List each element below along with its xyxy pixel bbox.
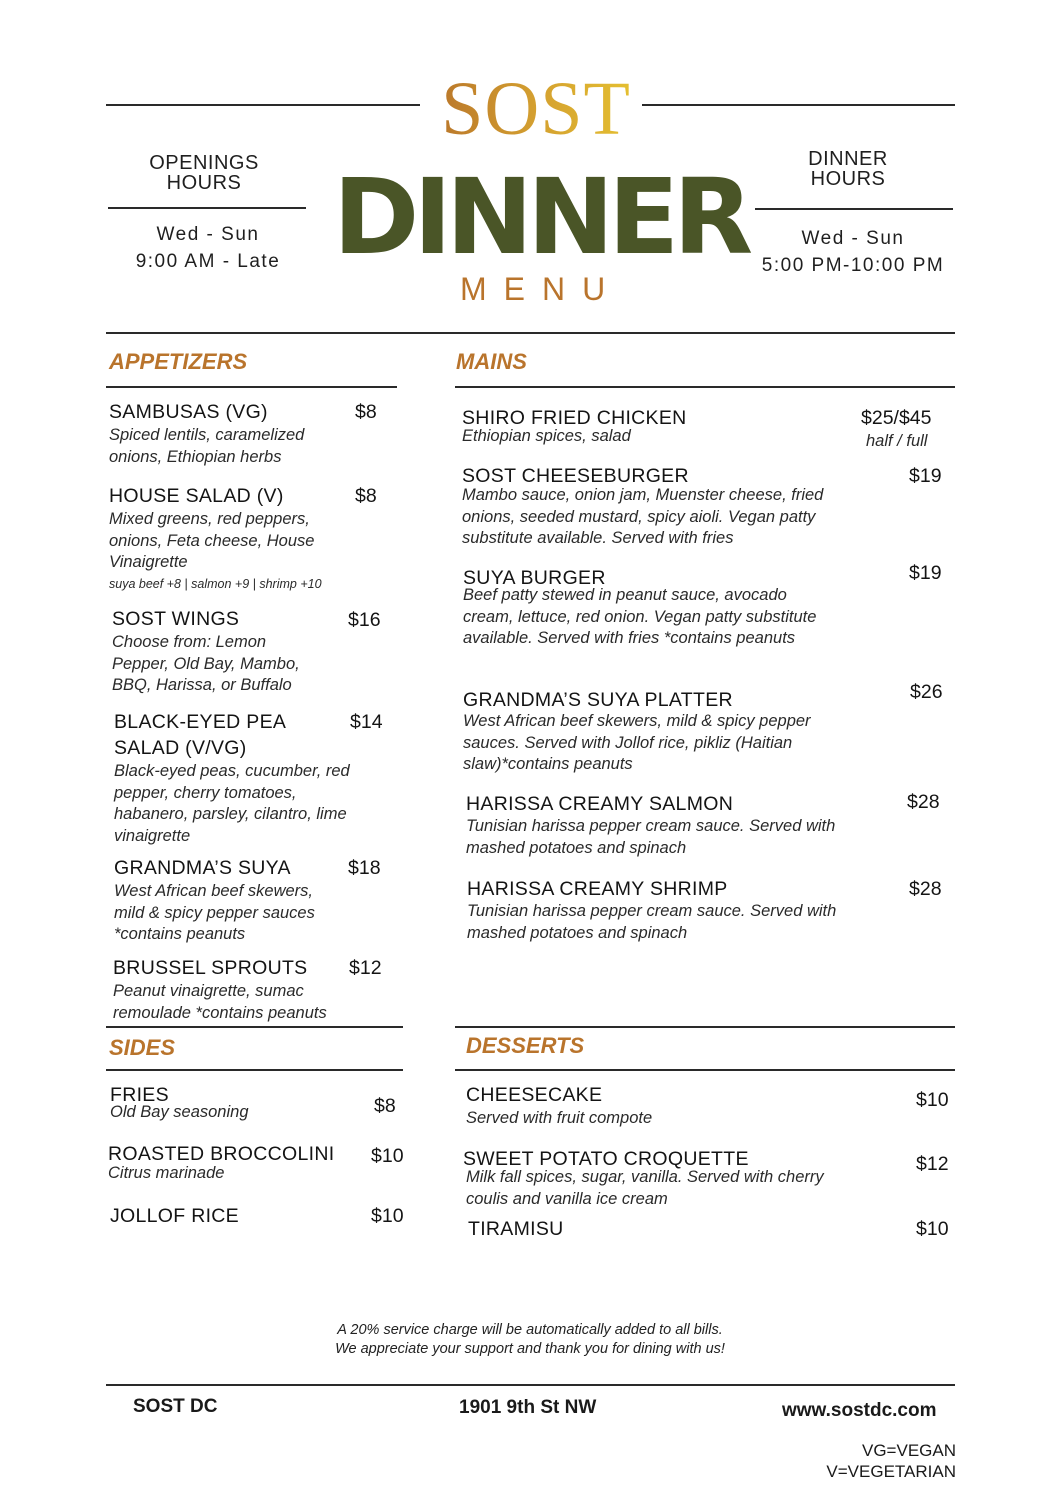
footer-rule bbox=[106, 1384, 955, 1386]
sides-heading: SIDES bbox=[109, 1035, 176, 1060]
main-item bbox=[463, 687, 863, 776]
item-price: $10 bbox=[916, 1218, 949, 1240]
item-desc: Choose from: Lemon Pepper, Old Bay, Mambo, BBQ, Harissa, or Buffalo bbox=[112, 633, 300, 694]
desserts-top-rule bbox=[455, 1026, 955, 1028]
restaurant-name: SOST DC bbox=[133, 1396, 218, 1417]
side-item bbox=[110, 1082, 370, 1124]
item-price: $10 bbox=[371, 1205, 404, 1227]
header-bottom-rule bbox=[106, 332, 955, 334]
appetizers-heading: APPETIZERS bbox=[109, 349, 248, 374]
opening-hours-values bbox=[108, 221, 308, 275]
appetizers-rule bbox=[106, 386, 397, 388]
dinner-hours-title-line2: HOURS bbox=[810, 168, 886, 190]
item-desc: Mambo sauce, onion jam, Muenster cheese, fried onions, seeded mustard, spicy aioli. Vegan patty substitute available. Served with fries bbox=[462, 486, 824, 547]
item-name: ROASTED BROCCOLINI bbox=[108, 1143, 335, 1165]
item-desc: West African beef skewers, mild & spicy pepper sauces *contains peanuts bbox=[114, 882, 315, 943]
dinner-title: DINNER bbox=[333, 156, 748, 278]
service-charge-note bbox=[230, 1321, 830, 1359]
item-desc: Old Bay seasoning bbox=[110, 1103, 249, 1121]
item-price: $12 bbox=[916, 1153, 949, 1175]
desserts-heading: DESSERTS bbox=[466, 1033, 585, 1058]
header-rule-left bbox=[106, 104, 420, 106]
legend-vegan: VG=VEGAN bbox=[861, 1441, 956, 1460]
appetizer-item bbox=[109, 483, 389, 591]
item-desc: Served with fruit compote bbox=[466, 1109, 653, 1127]
item-price: $18 bbox=[348, 857, 381, 879]
header-rule-right bbox=[642, 104, 955, 106]
item-desc: Citrus marinade bbox=[108, 1164, 225, 1182]
dinner-hours-title-line1: DINNER bbox=[808, 148, 888, 170]
dinner-hours-title bbox=[752, 149, 944, 189]
main-item bbox=[463, 565, 863, 650]
item-price: $8 bbox=[374, 1095, 396, 1117]
item-name: BLACK-EYED PEA SALAD (V/VG) bbox=[114, 711, 286, 759]
restaurant-website[interactable]: www.sostdc.com bbox=[782, 1400, 937, 1421]
item-desc: Peanut vinaigrette, sumac remoulade *contains peanuts bbox=[113, 982, 327, 1022]
item-name: CHEESECAKE bbox=[466, 1084, 603, 1106]
dessert-item bbox=[463, 1146, 873, 1210]
item-name: SHIRO FRIED CHICKEN bbox=[462, 407, 687, 429]
item-desc: Beef patty stewed in peanut sauce, avocado cream, lettuce, red onion. Vegan patty substitute available. Served with fries *contains peanuts bbox=[463, 586, 817, 647]
restaurant-address: 1901 9th St NW bbox=[459, 1397, 597, 1418]
opening-hours-time: 9:00 AM - Late bbox=[135, 251, 281, 272]
diet-legend bbox=[756, 1440, 956, 1482]
item-desc: Tunisian harissa pepper cream sauce. Served with mashed potatoes and spinach bbox=[467, 902, 837, 942]
sost-logo: SOST bbox=[431, 71, 641, 147]
side-item bbox=[110, 1203, 370, 1229]
item-name: GRANDMA’S SUYA PLATTER bbox=[463, 689, 733, 711]
item-desc: Ethiopian spices, salad bbox=[462, 427, 631, 445]
item-price: $12 bbox=[349, 957, 382, 979]
item-name: HARISSA CREAMY SHRIMP bbox=[467, 878, 728, 900]
opening-hours-title-line2: HOURS bbox=[166, 172, 242, 194]
dessert-item bbox=[466, 1082, 866, 1130]
desserts-rule bbox=[455, 1069, 955, 1071]
item-name: BRUSSEL SPROUTS bbox=[113, 957, 308, 979]
item-name: SOST CHEESEBURGER bbox=[462, 465, 689, 487]
dinner-hours-time: 5:00 PM-10:00 PM bbox=[761, 255, 945, 276]
sides-top-rule bbox=[106, 1026, 403, 1028]
item-desc: Black-eyed peas, cucumber, red pepper, cherry tomatoes, habanero, parsley, cilantro, lime vinaigrette bbox=[114, 762, 350, 845]
item-price: $19 bbox=[909, 562, 942, 584]
item-price: $10 bbox=[371, 1145, 404, 1167]
item-price: $8 bbox=[355, 485, 377, 507]
mains-rule bbox=[455, 386, 955, 388]
item-desc: Tunisian harissa pepper cream sauce. Served with mashed potatoes and spinach bbox=[466, 817, 836, 857]
item-desc: Spiced lentils, caramelized onions, Ethiopian herbs bbox=[109, 426, 305, 466]
legend-vegetarian: V=VEGETARIAN bbox=[826, 1462, 956, 1481]
side-item bbox=[108, 1141, 368, 1185]
dessert-item bbox=[468, 1216, 768, 1242]
item-price: $25/$45 bbox=[861, 407, 932, 429]
service-charge-line1: A 20% service charge will be automatically added to all bills. bbox=[337, 1322, 723, 1338]
opening-hours-days: Wed - Sun bbox=[156, 224, 260, 245]
item-name: SWEET POTATO CROQUETTE bbox=[463, 1148, 749, 1170]
menu-subtitle: MENU bbox=[460, 271, 623, 307]
item-desc: Milk fall spices, sugar, vanilla. Served with cherry coulis and vanilla ice cream bbox=[466, 1168, 824, 1208]
item-name: JOLLOF RICE bbox=[110, 1205, 239, 1227]
mains-heading: MAINS bbox=[456, 349, 527, 374]
item-name: SUYA BURGER bbox=[463, 567, 606, 589]
item-price: $8 bbox=[355, 401, 377, 423]
main-item bbox=[462, 463, 862, 550]
sides-rule bbox=[106, 1069, 403, 1071]
item-price-note: half / full bbox=[866, 432, 928, 450]
opening-hours-rule bbox=[108, 207, 306, 209]
opening-hours-title bbox=[108, 153, 300, 193]
dinner-hours-rule bbox=[755, 208, 953, 210]
main-item bbox=[467, 876, 867, 944]
item-name: SAMBUSAS (VG) bbox=[109, 401, 268, 423]
dinner-hours-days: Wed - Sun bbox=[801, 228, 905, 249]
main-item bbox=[466, 791, 866, 859]
item-note: suya beef +8 | salmon +9 | shrimp +10 bbox=[109, 576, 322, 591]
item-name: SOST WINGS bbox=[112, 608, 240, 630]
item-price: $28 bbox=[909, 878, 942, 900]
item-name: GRANDMA’S SUYA bbox=[114, 857, 291, 879]
opening-hours-title-line1: OPENINGS bbox=[149, 152, 259, 174]
item-price: $28 bbox=[907, 791, 940, 813]
item-price: $10 bbox=[916, 1089, 949, 1111]
item-name: HARISSA CREAMY SALMON bbox=[466, 793, 734, 815]
appetizer-item bbox=[109, 399, 389, 468]
item-name: FRIES bbox=[110, 1084, 169, 1106]
dinner-hours-values bbox=[748, 225, 958, 279]
item-name: TIRAMISU bbox=[468, 1218, 564, 1240]
item-price: $26 bbox=[910, 681, 943, 703]
service-charge-line2: We appreciate your support and thank you for dining with us! bbox=[335, 1341, 725, 1357]
item-desc: Mixed greens, red peppers, onions, Feta cheese, House Vinaigrette bbox=[109, 510, 315, 571]
item-name: HOUSE SALAD (V) bbox=[109, 485, 284, 507]
item-price: $16 bbox=[348, 609, 381, 631]
item-price: $14 bbox=[350, 711, 383, 733]
item-desc: West African beef skewers, mild & spicy pepper sauces. Served with Jollof rice, pikliz (Haitian slaw)*contains peanuts bbox=[463, 712, 811, 773]
main-item bbox=[462, 405, 862, 448]
item-price: $19 bbox=[909, 465, 942, 487]
